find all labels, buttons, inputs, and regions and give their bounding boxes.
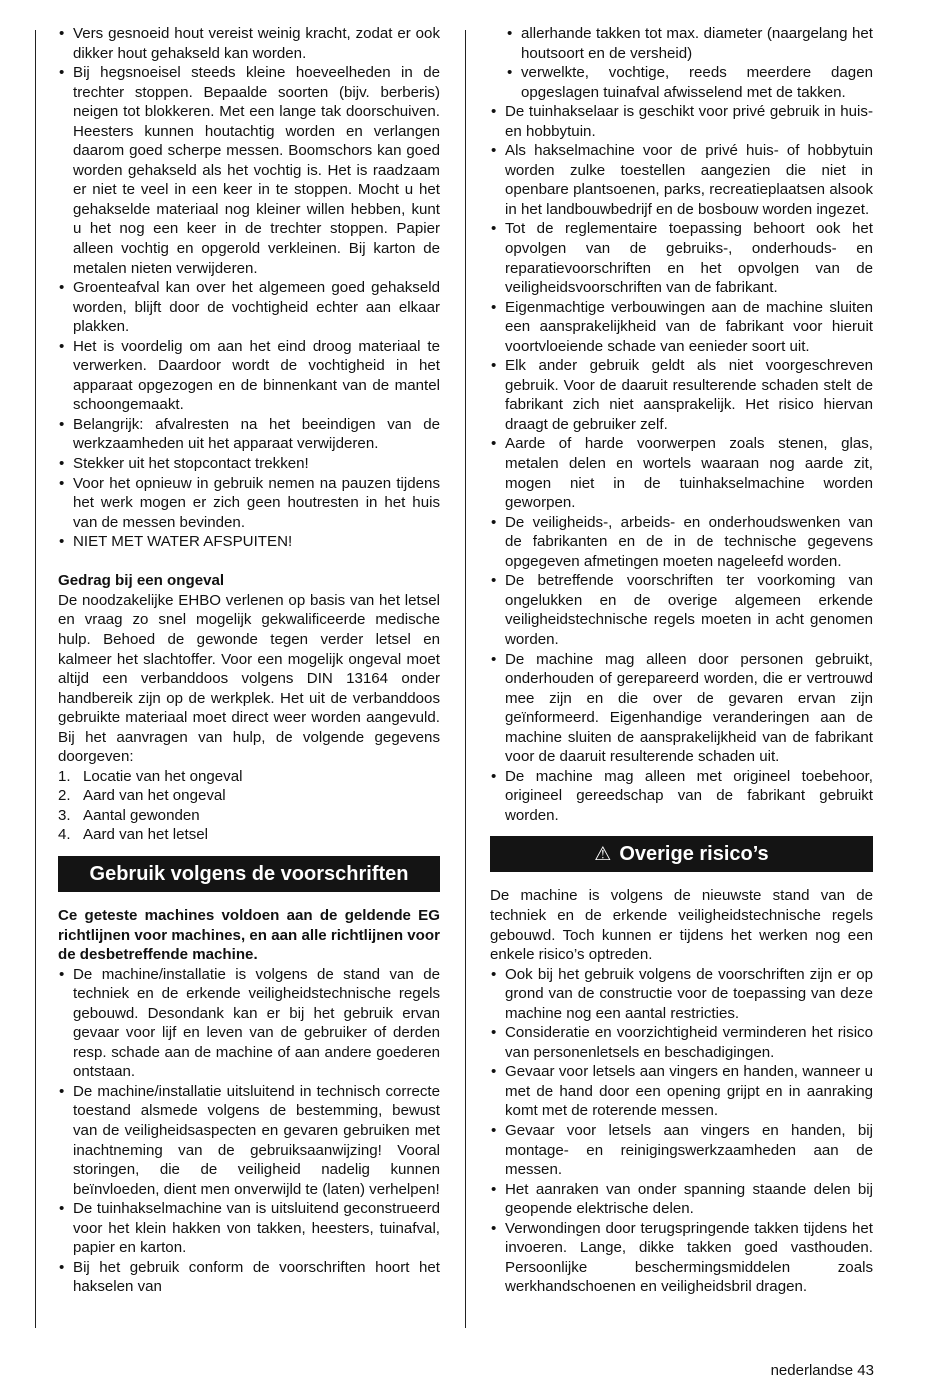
section-intro: Ce geteste machines voldoen aan de geldende EG richtlijnen voor machines, en aan alle richtlijnen voor de desbetreffende machine. [58,906,440,964]
warning-icon: ⚠ [594,844,612,866]
regulations-list [490,102,873,825]
list-item: • Aarde of harde voorwerpen zoals stenen, glas, metalen delen en wortels waaraan nog aarde zit, mogen niet in de tuinhakselmachine worden geworpen. [490,434,873,512]
list-item: • Gevaar voor letsels aan vingers en handen, bij montage- en reinigingswerkzaamheden aan de messen. [490,1121,873,1180]
section-heading-residual-risks [490,836,873,872]
list-item: • Het is voordelig om aan het eind droog materiaal te verwerken. Daardoor wordt de vochtigheid in het apparaat opgezogen en de binnenkant van de mantel schoongemaakt. [58,337,440,415]
list-item: • Stekker uit het stopcontact trekken! [58,454,440,474]
list-item: • verwelkte, vochtige, reeds meerdere dagen opgeslagen tuinafval afwisselend met de takken. [506,63,873,102]
risk-list [490,965,873,1297]
list-item: • De machine/installatie uitsluitend in technisch correcte toestand alsmede volgens de bestemming, bewust van de veiligheidsaspecten en gevaren gebruiken met inachtneming van de gebruiksaanwijzing! Vooral storingen, die de veiligheid nadelig kunnen beïnvloeden, dient men onverwijld te (laten) verhelpen! [58,1082,440,1199]
list-item: 1. Locatie van het ongeval [58,767,440,787]
list-item: • Bij het gebruik conform de voorschriften hoort het hakselen van [58,1258,440,1297]
list-item: • Bij hegsnoeisel steeds kleine hoeveelheden in de trechter stoppen. Bepaalde soorten (bijv. berberis) neigen tot blokkeren. Met een lange tak doorschuiven. Heesters kunnen houtachtig worden en verlangen daarom goed scherpe messen. Boomschors kan goed worden gehakseld als het vochtig is. Het is raadzaam er niet te veel in een keer in te stoppen. Mocht u het gehakselde materiaal nog kleiner willen hebben, kunt u het nog een keer in de trechter stoppen. Papier alleen vochtig en opgerold verkleinen. Bij karton de metalen nieten verwijderen. [58,63,440,278]
list-item: • NIET MET WATER AFSPUITEN! [58,532,440,552]
list-item: • Het aanraken van onder spanning staande delen bij geopende elektrische delen. [490,1180,873,1219]
list-item: • De betreffende voorschriften ter voorkoming van ongelukken en de overige algemeen erkende veiligheidstechnische regels moeten in acht genomen worden. [490,571,873,649]
list-item: • Tot de reglementaire toepassing behoort ook het opvolgen van de gebruiks-, onderhouds- en reparatievoorschriften en het opvolgen van de veiligheidsvoorschriften van de fabrikant. [490,219,873,297]
list-item: • De veiligheids-, arbeids- en onderhoudswenken van de fabrikanten en de in de technische gegevens opgegeven afmetingen moeten nageleefd worden. [490,513,873,572]
list-item: • Voor het opnieuw in gebruik nemen na pauzen tijdens het werk mogen er zich geen houtresten in het huis van de messen bevinden. [58,474,440,533]
list-item: 3. Aantal gewonden [58,806,440,826]
list-item: • Groenteafval kan over het algemeen goed gehakseld worden, blijft door de vochtigheid echter aan elkaar plakken. [58,278,440,337]
list-item: • De machine/installatie is volgens de stand van de techniek en de erkende veiligheidstechnische regels gebouwd. Desondank kan er bij het gebruik ervan gevaar voor lijf en leven van de gebruiker of derden resp. schade aan de machine of aan andere goederen ontstaan. [58,965,440,1082]
list-item: • Als hakselmachine voor de privé huis- of hobbytuin worden zulke toestellen aangezien die niet in openbare plantsoenen, parks, recreatieplaatsen alsook in het landbouwbedrijf en de bosbouw worden ingezet. [490,141,873,219]
risk-intro: De machine is volgens de nieuwste stand van de techniek en de erkende veiligheidstechnische regels gebouwd. Toch kunnen er tijdens het werken nog een enkele risico’s optreden. [490,887,873,964]
column-divider [465,30,466,1328]
list-item: 4. Aard van het letsel [58,825,440,845]
list-item: • De tuinhakselmachine van is uitsluitend geconstrueerd voor het klein hakken von takken, heesters, tuinafval, papier en karton. [58,1199,440,1258]
right-column [490,24,873,1297]
page-footer: nederlandse 43 [770,1362,874,1379]
risk-heading-text: Overige risico’s [619,843,769,866]
list-item: • Eigenmachtige verbouwingen aan de machine sluiten een aansprakelijkheid van de fabrikant voor hieruit voortvloeiende schade van eenieder soort uit. [490,298,873,357]
list-item: • Belangrijk: afvalresten na het beeindigen van de werkzaamheden uit het apparaat verwijderen. [58,415,440,454]
list-item: 2. Aard van het ongeval [58,786,440,806]
list-item: • Elk ander gebruik geldt als niet voorgeschreven gebruik. Voor de daaruit resulterende schaden stelt de fabrikant zich niet aansprakelijk. Het risico hiervan draagt de gebruiker zelf. [490,356,873,434]
list-item: • Consideratie en voorzichtigheid verminderen het risico van personenletsels en beschadigingen. [490,1023,873,1062]
sub-list [490,24,873,102]
list-item: • De machine mag alleen door personen gebruikt, onderhouden of gerepareerd worden, die er vertrouwd mee zijn en die over de gevaren ervan zijn geïnformeerd. Eigenhandige veranderingen aan de machine sluiten de aansprakelijkheid van de fabrikant voor de daaruit resulterende schaden uit. [490,650,873,767]
usage-tips-list [58,24,440,552]
section-heading-intended-use: Gebruik volgens de voorschriften [58,856,440,892]
accident-info-list [58,767,440,845]
accident-title: Gedrag bij een ongeval [58,572,225,590]
list-item: • De machine mag alleen met origineel toebehoor, origineel gereedschap van de fabrikant gebruikt worden. [490,767,873,826]
list-item: • allerhande takken tot max. diameter (naargelang het houtsoort en de versheid) [506,24,873,63]
list-item: • De tuinhakselaar is geschikt voor privé gebruik in huis- en hobbytuin. [490,102,873,141]
list-item: • Ook bij het gebruik volgens de voorschriften zijn er op grond van de constructie voor de toepassing van deze machine nog een aantal restricties. [490,965,873,1024]
accident-text: De noodzakelijke EHBO verlenen op basis van het letsel en vraag zo snel mogelijk gekwalificeerde medische hulp. Behoed de gewonde tegen verder letsel en kalmeer het slachtoffer. Voor een mogelijk ongeval moet altijd een verbanddoos volgens DIN 13164 onder handbereik zijn op de werkplek. Het uit de verbanddoos gebruikte materiaal moet direct weer worden aangevuld. Bij het aanvragen van hulp, de volgende gegevens doorgeven: [58,591,440,766]
list-item: • Verwondingen door terugspringende takken tijdens het invoeren. Lange, dikke takken goed vasthouden. Persoonlijke beschermingsmiddelen zoals werkhandschoenen en veiligheidsbril dragen. [490,1219,873,1297]
left-column [58,24,440,1297]
list-item: • Gevaar voor letsels aan vingers en handen, wanneer u met de hand door een opening grijpt en in aanraking komt met de roterende messen. [490,1062,873,1121]
intended-use-list [58,965,440,1297]
list-item: • Vers gesnoeid hout vereist weinig kracht, zodat er ook dikker hout gehakseld kan worden. [58,24,440,63]
left-margin-rule [35,30,36,1328]
